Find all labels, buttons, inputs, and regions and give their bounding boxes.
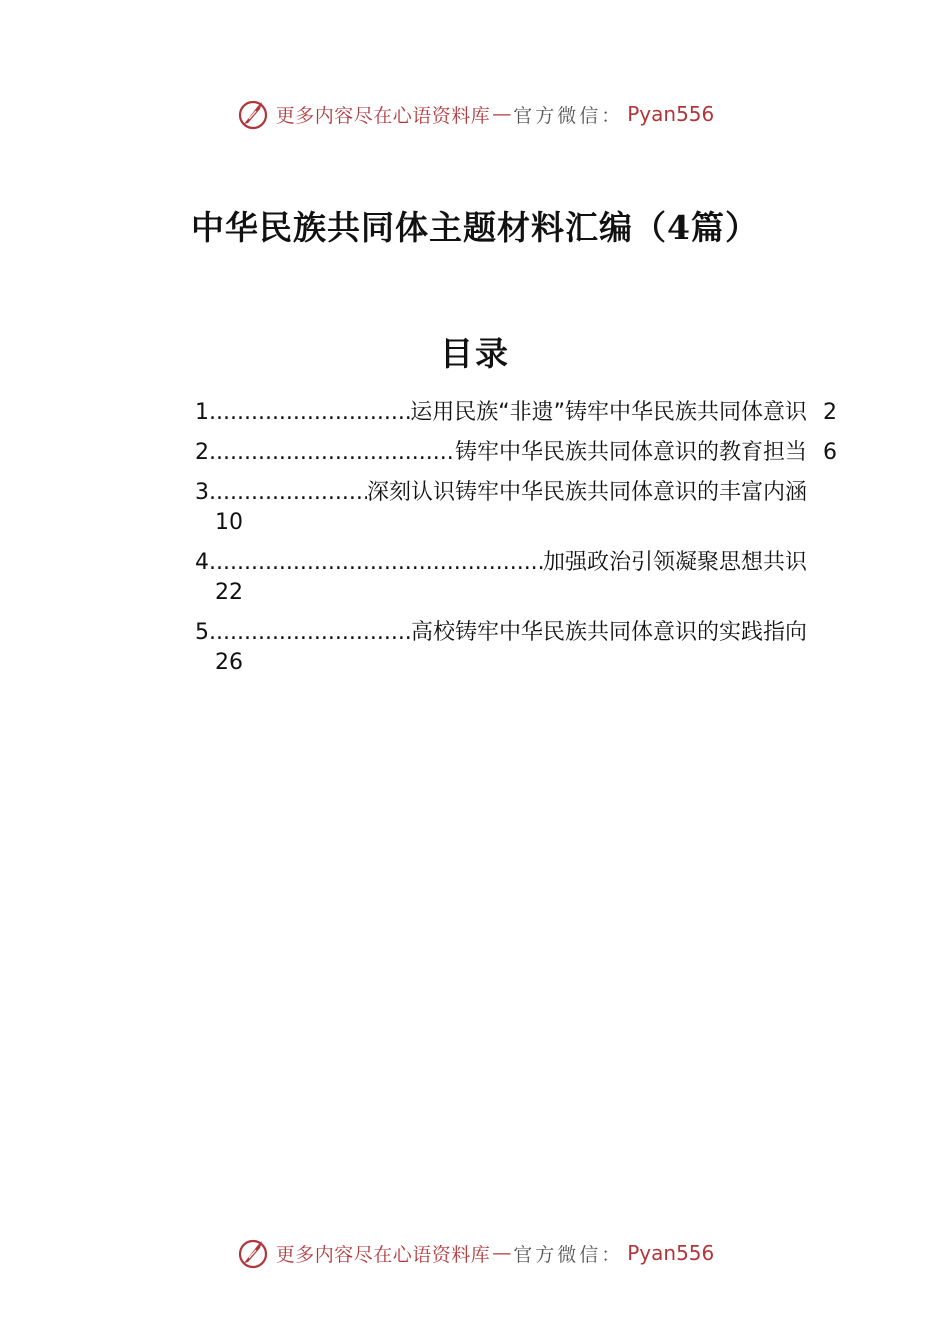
toc-entry-number: 4 <box>195 550 209 575</box>
banner-text: 更多内容尽在心语资料库 <box>275 104 491 127</box>
toc-entry-4[interactable] <box>195 548 850 608</box>
banner-wechat-label: 官方微信： <box>513 104 624 127</box>
toc-entry-page: 10 <box>215 510 243 535</box>
toc-entry-title: 运用民族“非遗”铸牢中华民族共同体意识 <box>410 400 807 425</box>
toc-heading: 目录 <box>440 334 510 373</box>
toc-entry-number: 3 <box>195 480 209 505</box>
toc-entry-page: 22 <box>215 580 243 605</box>
toc-leader-dots <box>209 478 367 508</box>
banner-text: 更多内容尽在心语资料库 <box>275 1243 491 1266</box>
toc-leader-dots <box>209 618 411 648</box>
toc-entry-5[interactable] <box>195 618 850 678</box>
banner-separator: — <box>492 1242 512 1264</box>
toc-entry-page: 6 <box>823 440 837 465</box>
toc-entry-1[interactable] <box>195 398 850 428</box>
toc-entry-title: 加强政治引领凝聚思想共识 <box>542 550 807 575</box>
toc-entry-title: 深刻认识铸牢中华民族共同体意识的丰富内涵 <box>366 480 807 505</box>
footer-watermark-banner <box>0 1233 950 1273</box>
banner-separator: — <box>492 103 512 125</box>
toc-entry-number: 5 <box>195 620 209 645</box>
toc-entry-number: 1 <box>195 400 209 425</box>
document-title: 中华民族共同体主题材料汇编（4篇） <box>191 208 759 247</box>
banner-wechat-id: Pyan556 <box>627 1241 715 1265</box>
toc-entry-title: 高校铸牢中华民族共同体意识的实践指向 <box>410 620 807 645</box>
toc-leader-dots <box>209 398 410 428</box>
banner-wechat-id: Pyan556 <box>627 102 715 126</box>
toc-entry-2[interactable] <box>195 438 850 468</box>
toc-entry-title: 铸牢中华民族共同体意识的教育担当 <box>454 440 807 465</box>
header-watermark-banner <box>0 94 950 134</box>
toc-leader-dots <box>209 548 543 578</box>
table-of-contents <box>195 398 850 688</box>
banner-wechat-label: 官方微信： <box>513 1243 624 1266</box>
toc-entry-number: 2 <box>195 440 209 465</box>
toc-leader-dots <box>209 438 455 468</box>
toc-entry-3[interactable] <box>195 478 850 538</box>
toc-entry-page: 26 <box>215 650 243 675</box>
toc-entry-page: 2 <box>823 400 837 425</box>
quill-logo-icon <box>236 1236 270 1270</box>
quill-logo-icon <box>236 97 270 131</box>
